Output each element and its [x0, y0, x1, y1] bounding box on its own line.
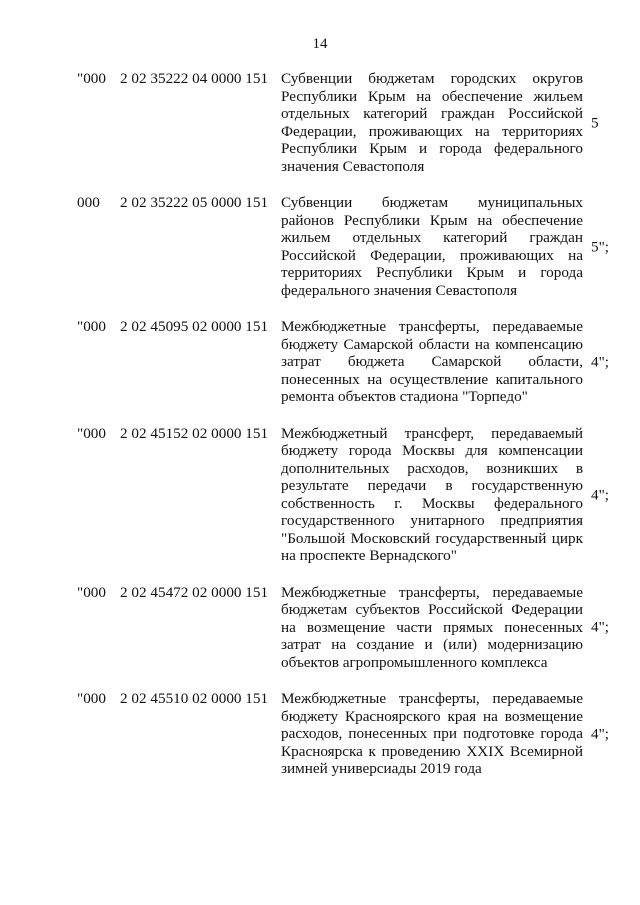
budget-code-list	[0, 70, 640, 797]
budget-classification-code: 2 02 35222 04 0000 151	[120, 70, 269, 87]
budget-row	[0, 194, 640, 299]
row-description: Межбюджетные трансферты, передаваемые бюджету Самарской области на компенсацию затрат бюджета Самарской области, понесенных на осуществление капитального ремонта объектов стадиона "Торпедо"	[281, 318, 583, 405]
budget-classification-code: 2 02 45472 02 0000 151	[120, 583, 269, 601]
row-prefix: "000	[77, 318, 106, 335]
budget-row	[0, 425, 640, 565]
budget-row	[0, 584, 640, 672]
row-prefix: "000	[77, 424, 106, 442]
row-note: 4";	[591, 618, 610, 636]
row-description: Субвенции бюджетам городских округов Республики Крым на обеспечение жильем отдельных категорий граждан Российской Федерации, проживающих на территориях Республики Крым и города федерального значения Севастополя	[281, 70, 583, 175]
row-description: Межбюджетный трансферт, передаваемый бюджету города Москвы для компенсации дополнительных расходов, возникших в результате передачи в государственную собственность г. Москвы федерального государственного унитарного предприятия "Большой Московский государственный цирк на проспекте Вернадского"	[281, 424, 583, 564]
row-description: Субвенции бюджетам муниципальных районов Республики Крым на обеспечение жильем отдельных категорий граждан Российской Федерации, проживающих на территориях Республики Крым и города федерального значения Севастополя	[281, 194, 583, 299]
budget-classification-code: 2 02 45095 02 0000 151	[120, 318, 269, 335]
row-note: 5	[591, 113, 599, 131]
row-note: 4";	[591, 725, 610, 742]
budget-classification-code: 2 02 45152 02 0000 151	[120, 424, 269, 442]
budget-row	[0, 318, 640, 406]
page-number: 14	[312, 36, 328, 52]
row-note: 5";	[591, 237, 610, 255]
row-note: 4";	[591, 485, 610, 503]
row-prefix: "000	[77, 583, 106, 601]
budget-classification-code: 2 02 45510 02 0000 151	[120, 690, 269, 707]
row-prefix: 000	[77, 194, 100, 211]
row-prefix: "000	[77, 690, 106, 707]
budget-row	[0, 70, 640, 175]
row-note: 4";	[591, 353, 610, 370]
row-description: Межбюджетные трансферты, передаваемые бюджету Красноярского края на возмещение расходов, понесенных при подготовке города Красноярска к проведению XXIX Всемирной зимней универсиады 2019 года	[281, 690, 583, 777]
budget-row	[0, 690, 640, 778]
budget-classification-code: 2 02 35222 05 0000 151	[120, 194, 269, 211]
row-description: Межбюджетные трансферты, передаваемые бюджетам субъектов Российской Федерации на возмещение части прямых понесенных затрат на создание и (или) модернизацию объектов агропромышленного комплекса	[281, 583, 583, 671]
row-prefix: "000	[77, 70, 106, 87]
